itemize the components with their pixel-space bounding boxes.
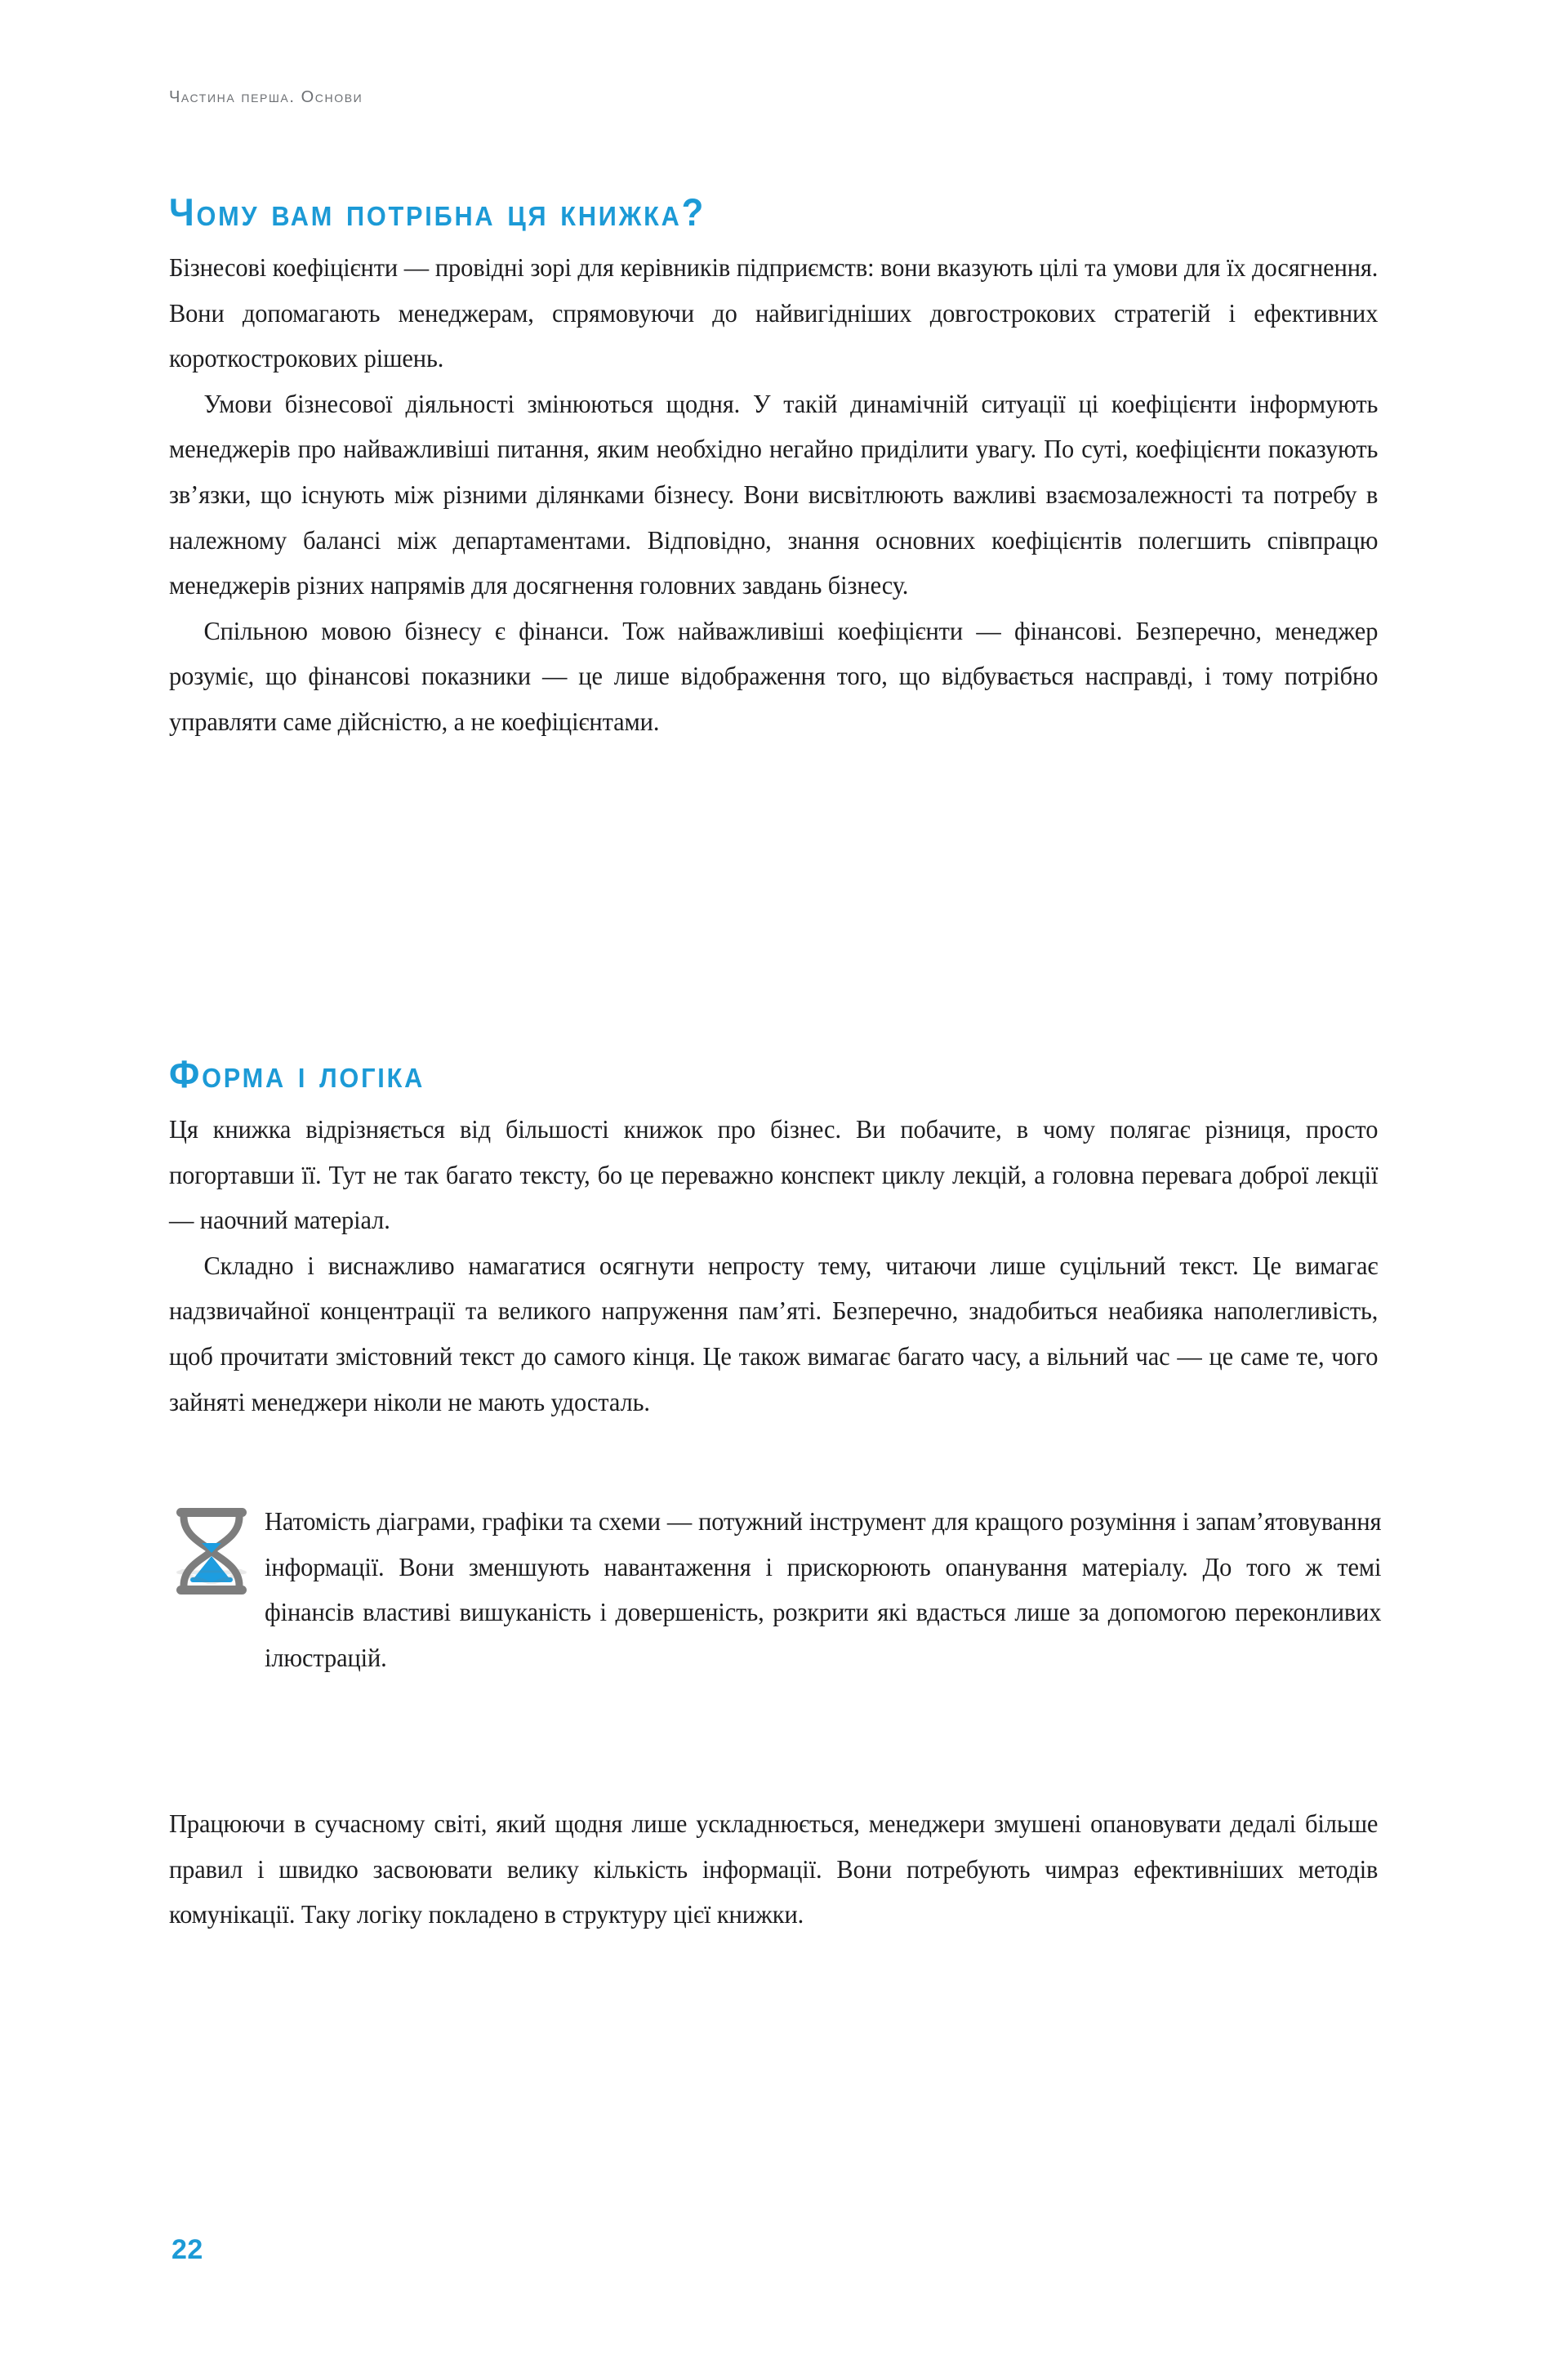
paragraph: Бізнесові коефіцієнти — провідні зорі для керівників підприємств: вони вказують цілі та умови для їх досягнення. Вони допомагають менеджерам, спрямовуючи до найвигідніших довгострокових стратегій і ефективних короткострокових рішень. <box>169 253 1379 373</box>
section-body-2 <box>169 1107 1378 1425</box>
paragraph: Ця книжка відрізняється від більшості книжок про бізнес. Ви побачите, в чому полягає різниця, просто погортавши її. Тут не так багато тексту, бо це переважно конспект циклу лекцій, а головна перевага доброї лекції — наочний матеріал. <box>169 1115 1379 1235</box>
page-number: 22 <box>172 2234 203 2265</box>
section-heading-why-you-need-this-book: Чому вам потрібна ця книжка? <box>169 190 706 234</box>
callout-block <box>169 1499 1422 1680</box>
paragraph: Умови бізнесової діяльності змінюються щодня. У такій динамічній ситуації ці коефіцієнти інформують менеджерів про найважливіші питання, яким необхідно негайно приділити увагу. По суті, коефіцієнти показують зв’язки, що існують між різними ділянками бізнесу. Вони висвітлюють важливі взаємозалежності та потребу в належному балансі між департаментами. Відповідно, знання основних коефіцієнтів полегшить співпрацю менеджерів різних напрямів для досягнення головних завдань бізнесу. <box>169 389 1379 600</box>
paragraph: Складно і виснажливо намагатися осягнути непросту тему, читаючи лише суцільний текст. Це вимагає надзвичайної концентрації та великого напруження пам’яті. Безперечно, знадобиться неабияка наполегливість, щоб прочитати змістовний текст до самого кінця. Це також вимагає багато часу, а вільний час — це саме те, чого зайняті менеджери ніколи не мають удосталь. <box>169 1251 1379 1416</box>
callout-text <box>265 1499 1381 1680</box>
hourglass-icon <box>172 1505 251 1612</box>
paragraph: Натомість діаграми, графіки та схеми — потужний інструмент для кращого розуміння і запам’ятовування інформації. Вони зменшують навантаження і прискорюють опанування матеріалу. До того ж темі фінансів властиві вишуканість і довершеність, розкрити які вдасться лише за допомогою переконливих ілюстрацій. <box>265 1507 1382 1672</box>
section-heading-form-and-logic: Форма і логіка <box>169 1052 425 1096</box>
closing-body <box>169 1801 1378 1938</box>
paragraph: Спільною мовою бізнесу є фінанси. Тож найважливіші коефіцієнти — фінансові. Безперечно, менеджер розуміє, що фінансові показники — це лише відображення того, що відбувається насправді, і тому потрібно управляти саме дійсністю, а не коефіцієнтами. <box>169 616 1379 736</box>
section-body-1 <box>169 245 1378 745</box>
running-head: Частина перша. Основи <box>169 88 363 106</box>
paragraph: Працюючи в сучасному світі, який щодня лише ускладнюється, менеджери змушені опановувати дедалі більше правил і швидко засвоювати велику кількість інформації. Вони потребують чимраз ефективніших методів комунікації. Таку логіку покладено в структуру цієї книжки. <box>169 1809 1379 1929</box>
